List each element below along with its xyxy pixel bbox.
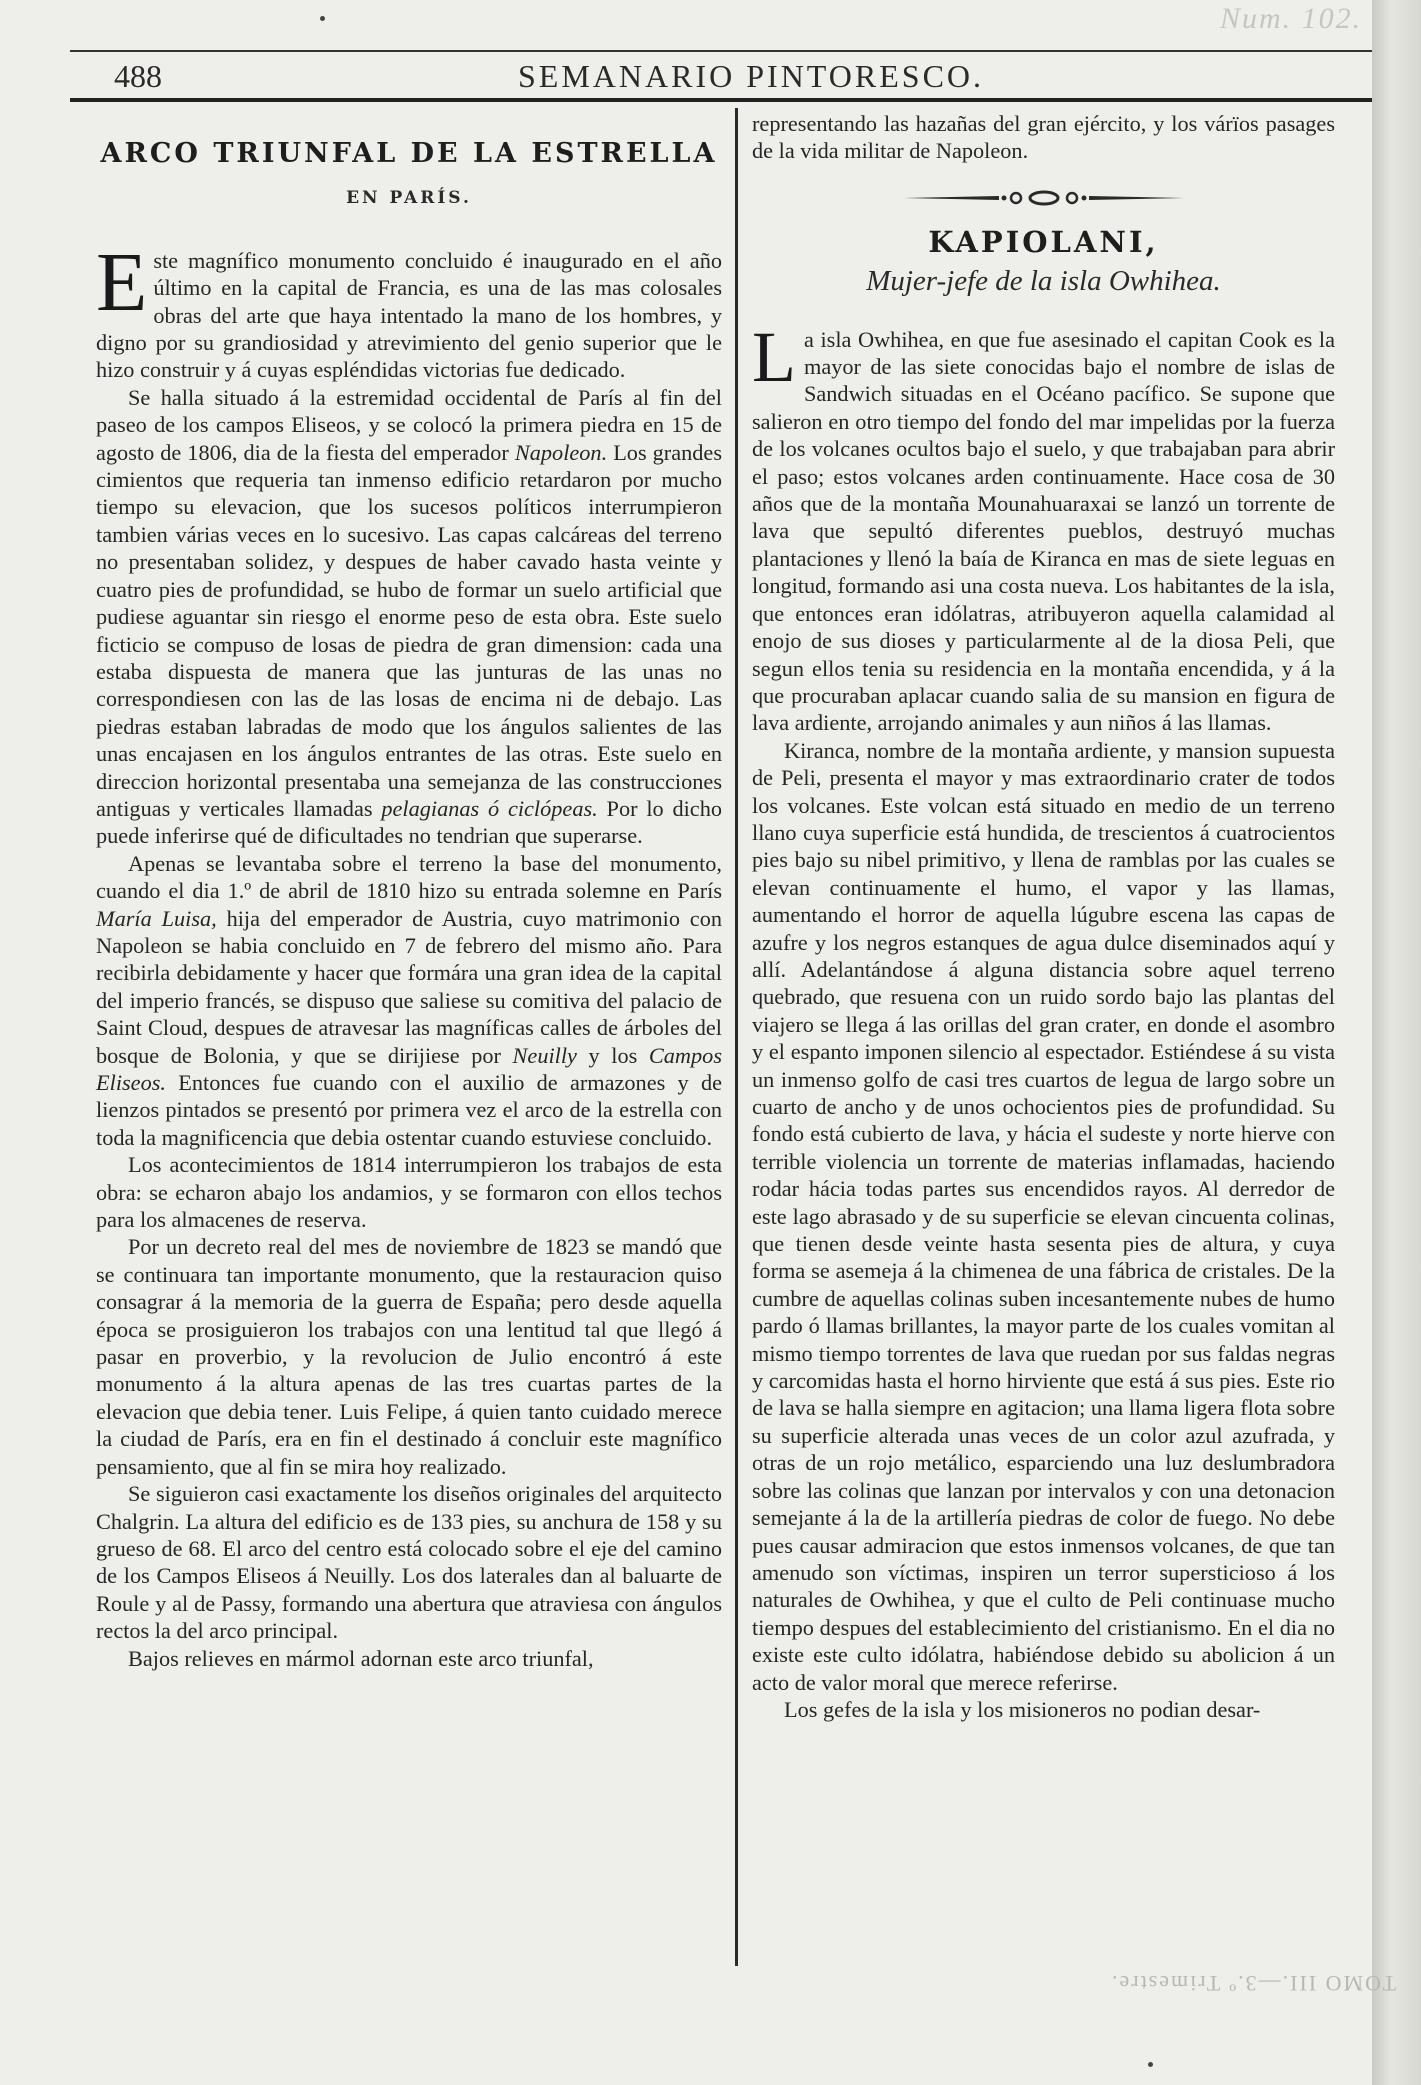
- italic-name: Napoleon.: [514, 439, 608, 465]
- page-number: 488: [114, 58, 162, 94]
- paragraph-text: Los grandes cimientos que requeria tan inmenso edificio retardaron por mucho tiempo su elevacion, que los sucesos políticos interrumpieron tambien várias veces en lo sucesivo. Las capas calcáreas del terreno no presentaban solidez, y despues de haber cavado hasta veinte y cuatro pies de profundidad, se hubo de formar un suelo artificial que pudiese aguantar sin riesgo el enorme peso de esta obra. Este suelo ficticio se compuso de losas de piedra de gran dimension: cada una estaba dispuesta de manera que las junturas de las unas no correspondiesen con las de las losas de encima ni de debajo. Las piedras estaban labradas de modo que los ángulos salientes de las unas encajasen en los ángulos entrantes de las otras. Este suelo en direccion horizontal presentaba una semejanza de las construcciones antiguas y verticales llamadas: [96, 439, 722, 821]
- article-title-arco: ARCO TRIUNFAL DE LA ESTRELLA: [100, 138, 718, 169]
- italic-place: Campos Eliseos.: [96, 1042, 723, 1095]
- paragraph-text: ste magnífico monumento concluido é inaugurado en el año último en la capital de Francia, es una de las mas colosales obras del arte que haya intentado la mano de los hombres, y digno por su grandiosidad y atrevimiento del genio superior que le hizo construir y á cuyas espléndidas victorias fue dedicado.: [96, 247, 722, 383]
- drop-cap: L: [752, 316, 796, 397]
- page-header: [78, 52, 1372, 98]
- paragraph-text: y los: [588, 1042, 638, 1068]
- paragraph-text: Por lo dicho puede inferirse qué de dificultades no tendrian que superarse.: [96, 795, 723, 849]
- header-rule-bottom: [70, 98, 1372, 102]
- paragraph-text: Apenas se levantaba sobre el terreno la base del monumento, cuando el dia 1.º de abril de 1810 hizo su entrada solemne en París: [96, 850, 722, 904]
- italic-place: Neuilly: [512, 1042, 577, 1068]
- drop-cap: E: [96, 235, 148, 329]
- paragraph-2: [96, 384, 722, 850]
- paragraph-6: Se siguieron casi exactamente los diseños originales del arquitecto Chalgrin. La altura del edificio es de 133 pies, su anchura de 158 y su grueso de 68. El arco del centro está colocado sobre el eje del camino de los Campos Eliseos á Neuilly. Los dos laterales dan al baluarte de Roule y al de Passy, formando una abertura que atraviesa con ángulos rectos la del arco principal.: [96, 1481, 722, 1644]
- italic-name: María Luisa,: [96, 905, 217, 931]
- ornamental-divider-icon: [904, 189, 1184, 207]
- paragraph-k3: Los gefes de la isla y los misioneros no podian desar-: [784, 1696, 1261, 1722]
- paragraph-text: a isla Owhihea, en que fue asesinado el capitan Cook es la mayor de las siete conocidas bajo el nombre de islas de Sandwich situadas en el Océano pacífico. Se supone que salieron en otro tiempo del fondo del mar impelidas por la fuerza de los volcanes ocultos bajo el suelo, y que trabajaban para abrir el paso; estos volcanes arden continuamente. Hace cosa de 30 años que de la montaña Mounahuaraxai se lanzó un torrente de lava que sepultó diferentes pueblos, destruyó muchas plantaciones y llenó la baía de Kiranca en mas de siete leguas en longitud, formando asi una costa nueva. Los habitantes de la isla, que entonces eran idólatras, atribuyeron aquella calamidad al enojo de sus dioses y particularmente al de la diosa Peli, que segun ellos tenia su residencia en la montaña encendida, y á la que procuraban aplacar cuando salia de su mansion en figura de lava ardiente, arrojando animales y aun niños á las llamas.: [752, 326, 1335, 736]
- bleed-through-footer: TOMO III.—3.º Trimestre.: [1110, 1971, 1397, 1996]
- paragraph-7: Bajos relieves en mármol adornan este arco triunfal,: [128, 1645, 594, 1671]
- continuation-paragraph: representando las hazañas del gran ejército, y los várïos pasages de la vida militar de Napoleon.: [752, 111, 1335, 164]
- paragraph-1: [96, 235, 722, 384]
- bleed-through-mark: Num. 102.: [1220, 2, 1363, 35]
- page-edge-shadow: [1372, 0, 1421, 2085]
- paragraph-text: Entonces fue cuando con el auxilio de armazones y de lienzos pintados se presentó por primera vez el arco de la estrella con toda la magnificencia que debia ostentar cuando estuviese concluido.: [96, 1070, 722, 1150]
- left-column: [96, 110, 722, 1672]
- paragraph-text: Se halla situado á la estremidad occidental de París al fin del paseo de los campos Eliseos, y se colocó la primera piedra en 15 de agosto de 1806, dia de la fiesta del emperador: [96, 384, 722, 465]
- article-subtitle-owhihea: Mujer-jefe de la isla Owhihea.: [866, 265, 1221, 298]
- ink-speck: [320, 16, 325, 21]
- article-title-kapiolani: KAPIOLANI,: [928, 224, 1159, 259]
- paragraph-text: hija del emperador de Austria, cuyo matrimonio con Napoleon se habia concluido en 7 de febrero del mismo año. Para recibirla debidamente y hacer que formára una gran idea de la capital del imperio francés, se dispuso que saliese su comitiva del palacio de Saint Cloud, despues de atravesar las magníficas calles de árboles del bosque de Bolonia, y que se dirijiese por: [96, 905, 722, 1068]
- italic-term: pelagianas ó ciclópeas.: [381, 795, 598, 821]
- paragraph-k2: Kiranca, nombre de la montaña ardiente, y mansion supuesta de Peli, presenta el mayor y mas extraordinario crater de todos los volcanes. Este volcan está situado en medio de un terreno llano cuya superficie está hundida, de trescientos á cuatrocientos pies bajo su nibel primitivo, y llena de ramblas por las cuales se elevan continuamente el humo, el vapor y las llamas, aumentando el horror de aquella lúgubre escena las capas de azufre y los negros estanques de agua dulce diseminados aquí y allí. Adelantándose á alguna distancia sobre aquel terreno quebrado, que resuena con un ruido sordo bajo las plantas del viajero se llega á las orillas del gran crater, en donde el asombro y el espanto imponen silencio al espectador. Estiéndese á su vista un inmenso golfo de casi tres cuartos de legua de largo sobre un cuarto de ancho y de unos ochocientos pies de profundidad. Su fondo está cubierto de lava, y hácia el sudeste y norte hierve con terrible violencia un torrente de materias inflamadas, haciendo rodar hácia todas partes sus encendidos rayos. Al derredor de este lago abrasado y de su superficie se elevan cincuenta colinas, que tienen desde veinte hasta sesenta pies de altura, y cuya forma se asemeja á la chimenea de una fábrica de cristales. De la cumbre de aquellas colinas suben incesantemente nubes de humo pardo ó llamas brillantes, la mayor parte de los cuales vomitan al mismo tiempo torrentes de lava que ruedan por sus faldas negras y carcomidas hasta el horno hirviente que está á sus pies. Este rio de lava se halla siempre en agitacion; una llama ligera flota sobre su superficie alterada unas veces de un color azul azufrada, y otras de un rojo metálico, esparciendo una luz deslumbradora sobre las colinas que lanzan por intervalos y con una detonacion semejante á la de la artillería piedras de color de fuego. No debe pues causar admiracion que estos inmensos volcanes, de que tan amenudo son víctimas, inspiren un terror supersticioso á los naturales de Owhihea, y que el culto de Peli continuase mucho tiempo despues del establecimiento del cristianismo. En el dia no existe este culto idólatra, habiéndose debido su abolicion á un acto de valor moral que merece referirse.: [752, 737, 1335, 1695]
- paragraph-5: Por un decreto real del mes de noviembre de 1823 se mandó que se continuara tan importante monumento, que la restauracion quiso consagrar á la memoria de la guerra de España; pero desde aquella época se prosiguieron los trabajos con una lentitud tal que llegó á pasar en proverbio, y la revolucion de Julio encontró á este monumento á la altura apenas de las tres cuartas partes de la elevacion que debia tener. Luis Felipe, á quien tanto cuidado merece la ciudad de París, era en fin el destinado á concluir este magnífico pensamiento, que al fin se mira hoy realizado.: [96, 1234, 722, 1479]
- right-column: [752, 110, 1335, 1723]
- column-divider: [735, 108, 738, 1966]
- running-title: SEMANARIO PINTORESCO.: [518, 58, 985, 94]
- paragraph-3: [96, 850, 722, 1151]
- article-subtitle-paris: EN PARÍS.: [346, 188, 472, 209]
- paragraph-k1: [752, 316, 1335, 737]
- paragraph-4: Los acontecimientos de 1814 interrumpieron los trabajos de esta obra: se echaron abajo los andamios, y se formaron con ellos techos para los almacenes de reserva.: [96, 1152, 722, 1233]
- ink-speck: [1148, 2062, 1153, 2067]
